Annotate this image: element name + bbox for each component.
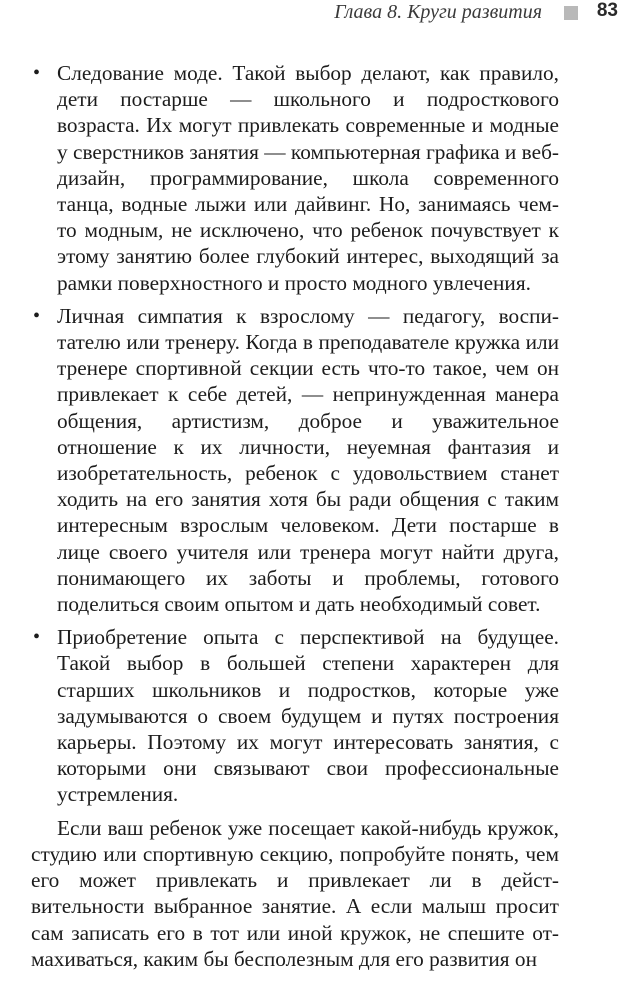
list-item — [31, 303, 559, 617]
page-number: 83 — [596, 0, 618, 21]
list-item-text: Следование моде. Такой выбор делают, как правило, дети постарше — школьного и подросткового возраста. Их могут привлекать современные и модные у сверстников занятия — компьютерная графика и веб-дизайн, программирование, школа современного танца, водные лыжи или дайвинг. Но, занимаясь чем-то модным, не исключено, что ребенок почувствует к этому занятию более глубокий интерес, выходящий за рамки поверхностного и просто модного увлечения. — [57, 61, 559, 295]
running-head: Глава 8. Круги развития — [334, 1, 542, 23]
header-square-marker — [564, 6, 578, 20]
bullet-marker: • — [33, 62, 41, 84]
page-body — [31, 60, 559, 972]
page-header — [0, 0, 620, 30]
bullet-list — [31, 60, 559, 808]
list-item — [31, 624, 559, 807]
list-item-text: Личная симпатия к взрослому — педагогу, воспитателю или тренеру. Когда в преподавателе кружка или тренере спортивной секции есть что-то такое, чем он привлекает к себе детей, — непринужденная манера общения, артистизм, доброе и уважительное отношение к их личности, неуемная фантазия и изобретательность, ребенок с удовольствием станет ходить на его занятия хотя бы ради общения с таким интересным взрослым человеком. Дети постарше в лице своего учителя или тренера могут найти друга, понимающего их заботы и проблемы, готового поделиться своим опытом и дать необходимый совет. — [57, 303, 559, 617]
list-item-text: Приобретение опыта с перспективой на будущее. Такой выбор в большей степени характерен для старших школьников и подростков, которые уже задумываются о своем будущем и путях построения карьеры. Поэтому их могут интересовать занятия, с которыми они связывают свои профессиональные устремления. — [57, 625, 559, 807]
bullet-marker: • — [33, 304, 41, 327]
list-item — [31, 60, 559, 296]
bullet-marker: • — [33, 626, 41, 649]
body-paragraph: Если ваш ребенок уже посещает какой-нибудь кружок, студию или спортивную секцию, попробуйте понять, чем его может привлекать и привлекает ли в действительности выбранное занятие. А если малыш просит сам записать его в тот или иной кружок, не спешите отмахиваться, каким бы бесполезным для его развития он — [31, 815, 559, 971]
